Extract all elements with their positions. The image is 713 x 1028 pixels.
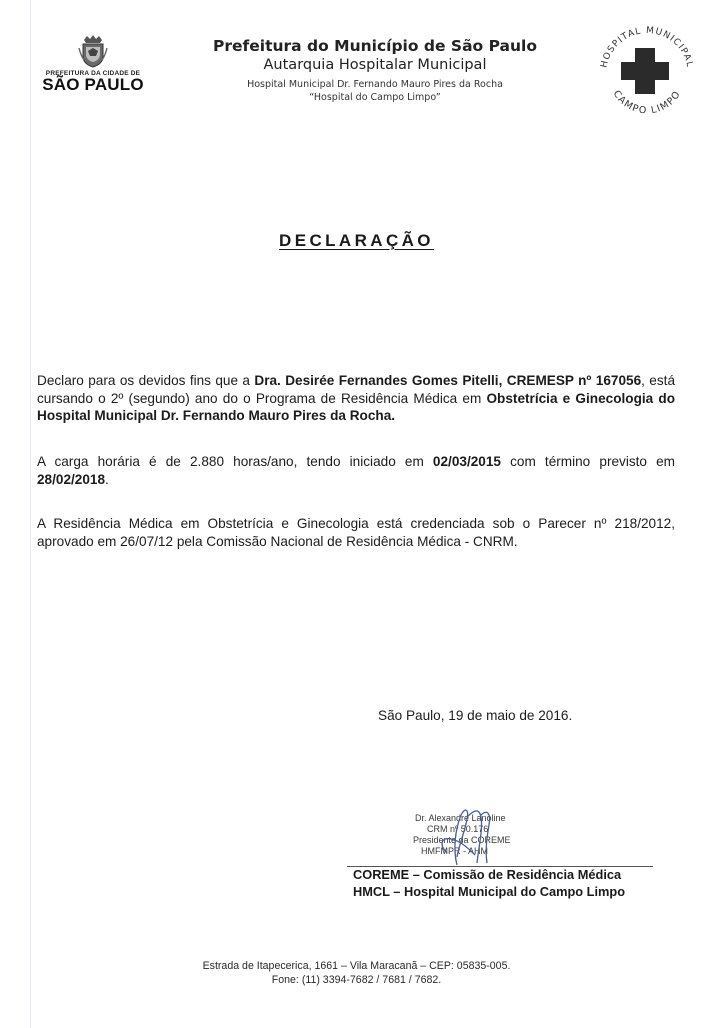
stamp-line-2: CRM nº 50.176 xyxy=(427,824,489,834)
p2-text-2: com término previsto em xyxy=(500,454,675,469)
paragraph-declaration xyxy=(37,372,675,425)
city-logo-small-text: PREFEITURA DA CIDADE DE xyxy=(45,70,141,77)
document-title-wrap xyxy=(0,231,713,251)
signature-block-line-1: COREME – Comissão de Residência Médica xyxy=(353,867,622,882)
document-title: DECLARAÇÃO xyxy=(279,231,434,250)
letterhead xyxy=(170,36,580,104)
signature-area xyxy=(395,805,565,867)
letterhead-line-1: Prefeitura do Município de São Paulo xyxy=(212,37,537,55)
medical-cross-icon xyxy=(621,48,669,94)
letterhead-line-2: Autarquia Hospitalar Municipal xyxy=(263,57,487,73)
page-edge-line xyxy=(30,0,31,1028)
place-date: São Paulo, 19 de maio de 2016. xyxy=(378,708,573,723)
hospital-logo-bottom-text: CAMPO LIMPO xyxy=(610,88,684,117)
p3-text: A Residência Médica em Obstetrícia e Ginecologia está credenciada sob o Parecer nº 218/2012, aprovado em 26/07/12 pela Comissão Nacional de Residência Médica - CNRM. xyxy=(37,516,675,549)
letterhead-line-3: Hospital Municipal Dr. Fernando Mauro Pires da Rocha xyxy=(247,79,503,90)
p2-start-date: 02/03/2015 xyxy=(432,454,501,469)
footer-phone: Fone: (11) 3394-7682 / 7681 / 7682. xyxy=(271,974,442,986)
p1-text-2: , está cursando o 2º (segundo) ano do o Programa de Residência Médica em xyxy=(37,373,675,406)
p2-text-3: . xyxy=(105,471,109,487)
paragraph-accreditation xyxy=(37,515,675,550)
coat-of-arms-icon xyxy=(78,34,108,68)
stamp-line-4: HMFMPR - AHM xyxy=(421,846,488,856)
stamp-line-1: Dr. Alexandre Lanoline xyxy=(415,813,506,823)
p2-end-date: 28/02/2018 xyxy=(37,471,106,487)
footer xyxy=(0,959,713,987)
signature-block-line-2: HMCL – Hospital Municipal do Campo Limpo xyxy=(353,884,626,899)
handwritten-signature xyxy=(395,805,565,867)
city-logo-big-text: SÃO PAULO xyxy=(42,75,144,94)
city-logo xyxy=(34,34,152,93)
paragraph-workload xyxy=(37,453,675,488)
p1-bold-name: Dra. Desirée Fernandes Gomes Pitelli, CREMESP nº 167056 xyxy=(254,373,642,388)
letterhead-line-4: “Hospital do Campo Limpo” xyxy=(309,92,441,103)
hospital-logo xyxy=(592,22,702,122)
p1-text-1: Declaro para os devidos fins que a xyxy=(37,373,255,388)
p2-text-1: A carga horária é de 2.880 horas/ano, tendo iniciado em xyxy=(37,454,433,469)
footer-address: Estrada de Itapecerica, 1661 – Vila Maracanã – CEP: 05835-005. xyxy=(202,960,511,972)
p1-bold-program: Obstetrícia e Ginecologia do Hospital Municipal Dr. Fernando Mauro Pires da Rocha. xyxy=(37,390,675,423)
stamp-line-3: Presidente da COREME xyxy=(413,835,511,845)
hospital-logo-top-text: HOSPITAL MUNICIPAL xyxy=(599,25,695,69)
